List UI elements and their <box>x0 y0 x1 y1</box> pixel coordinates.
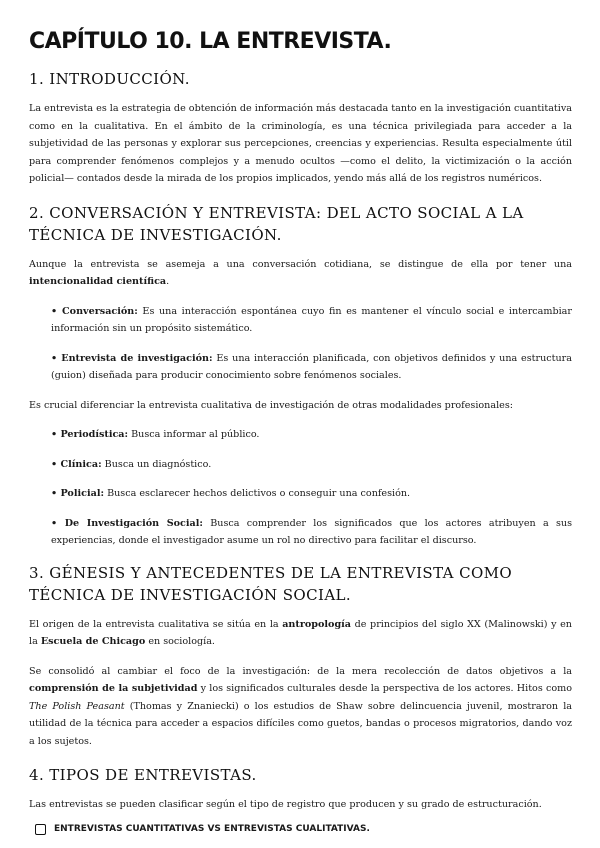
bullet-text: Busca comprender los significados que los actores atribuyen a sus experiencias, donde el investigador asume un rol no directivo para facilitar el discurso. <box>51 517 573 546</box>
text-run: El origen de la entrevista cualitativa se sitúa en la <box>29 618 283 630</box>
bold-term: comprensión de la subjetividad <box>29 683 198 694</box>
section-1-paragraph: La entrevista es la estrategia de obtención de información más destacada tanto en la investigación cuantitativa como en la cualitativa. En el ámbito de la criminología, es una técnica privilegiada para acceder a la subjetividad de las personas y explorar sus percepciones, creencias y experiencias. Resulta especialmente útil para comprender fenómenos complejos y a menudo ocultos —como el delito, la victimización o la acción policial— contados desde la mirada de los propios implicados, yendo más allá de los registros numéricos. <box>29 103 572 184</box>
bullet-text: Busca informar al público. <box>128 429 260 440</box>
section-3-heading: 3. GÉNESIS Y ANTECEDENTES DE LA ENTREVISTA COMO TÉCNICA DE INVESTIGACIÓN SOCIAL. <box>29 563 513 604</box>
bullet-periodistica <box>29 426 572 444</box>
text-run: . <box>166 276 170 287</box>
text-run: Aunque la entrevista se asemeja a una conversación cotidiana, se distingue de ella por tener una <box>29 258 572 270</box>
bullet-label: • De Investigación Social: <box>51 517 203 529</box>
bullet-label: • Clínica: <box>51 458 102 470</box>
bullet-label: • Policial: <box>51 488 105 499</box>
section-2-heading: 2. CONVERSACIÓN Y ENTREVISTA: DEL ACTO SOCIAL A LA TÉCNICA DE INVESTIGACIÓN. <box>29 203 524 244</box>
section-3-paragraph-1 <box>29 616 572 651</box>
italic-title: The Polish Peasant <box>29 700 125 712</box>
text-run: (Thomas y Znaniecki) o los estudios de Shaw sobre delincuencia juvenil, mostraron la utilidad de la técnica para acceder a espacios difíciles como guetos, bandas o procesos migratorios, dando voz a los sujetos. <box>29 700 572 747</box>
checkbox-icon[interactable] <box>35 824 46 835</box>
bullet-conversacion <box>29 303 572 338</box>
section-3-paragraph-2 <box>29 663 572 751</box>
bullet-entrevista-investigacion <box>29 350 572 385</box>
checklist-label: ENTREVISTAS CUANTITATIVAS VS ENTREVISTAS CUALITATIVAS. <box>54 824 370 834</box>
bullet-label: • Entrevista de investigación: <box>51 352 213 364</box>
bullet-policial <box>29 485 572 503</box>
text-run: de principios del siglo XX (Malinowski) y en la <box>29 618 572 647</box>
bullet-text: Busca esclarecer hechos delictivos o conseguir una confesión. <box>104 488 411 499</box>
chapter-title: CAPÍTULO 10. LA ENTREVISTA. <box>29 29 392 54</box>
text-run: Se consolidó al cambiar el foco de la investigación: de la mera recolección de datos objetivos a la <box>29 665 572 677</box>
bullet-text: Es una interacción espontánea cuyo fin es mantener el vínculo social e intercambiar información sin un propósito sistemático. <box>51 305 572 334</box>
bullet-text: Es una interacción planificada, con objetivos definidos y una estructura (guion) diseñada para producir conocimiento sobre fenómenos sociales. <box>51 352 572 381</box>
document-page <box>29 26 572 835</box>
checklist-item <box>29 824 572 835</box>
bold-term: intencionalidad científica <box>29 276 167 287</box>
bold-term: Escuela de Chicago <box>40 636 146 647</box>
section-4-heading: 4. TIPOS DE ENTREVISTAS. <box>29 766 257 784</box>
text-run: en sociología. <box>145 636 215 647</box>
section-2-differentiation: Es crucial diferenciar la entrevista cualitativa de investigación de otras modalidades profesionales: <box>29 399 513 411</box>
section-4-paragraph: Las entrevistas se pueden clasificar según el tipo de registro que producen y su grado de estructuración. <box>29 799 542 810</box>
section-1-heading: 1. INTRODUCCIÓN. <box>29 70 190 88</box>
bullet-text: Busca un diagnóstico. <box>101 458 212 470</box>
bold-term: antropología <box>282 618 352 630</box>
section-2-intro <box>29 256 572 291</box>
text-run: y los significados culturales desde la perspectiva de los actores. Hitos como <box>197 683 572 694</box>
bullet-investigacion-social <box>29 515 572 550</box>
bullet-clinica <box>29 456 572 474</box>
bullet-label: • Periodística: <box>51 429 129 440</box>
bullet-label: • Conversación: <box>51 305 138 317</box>
